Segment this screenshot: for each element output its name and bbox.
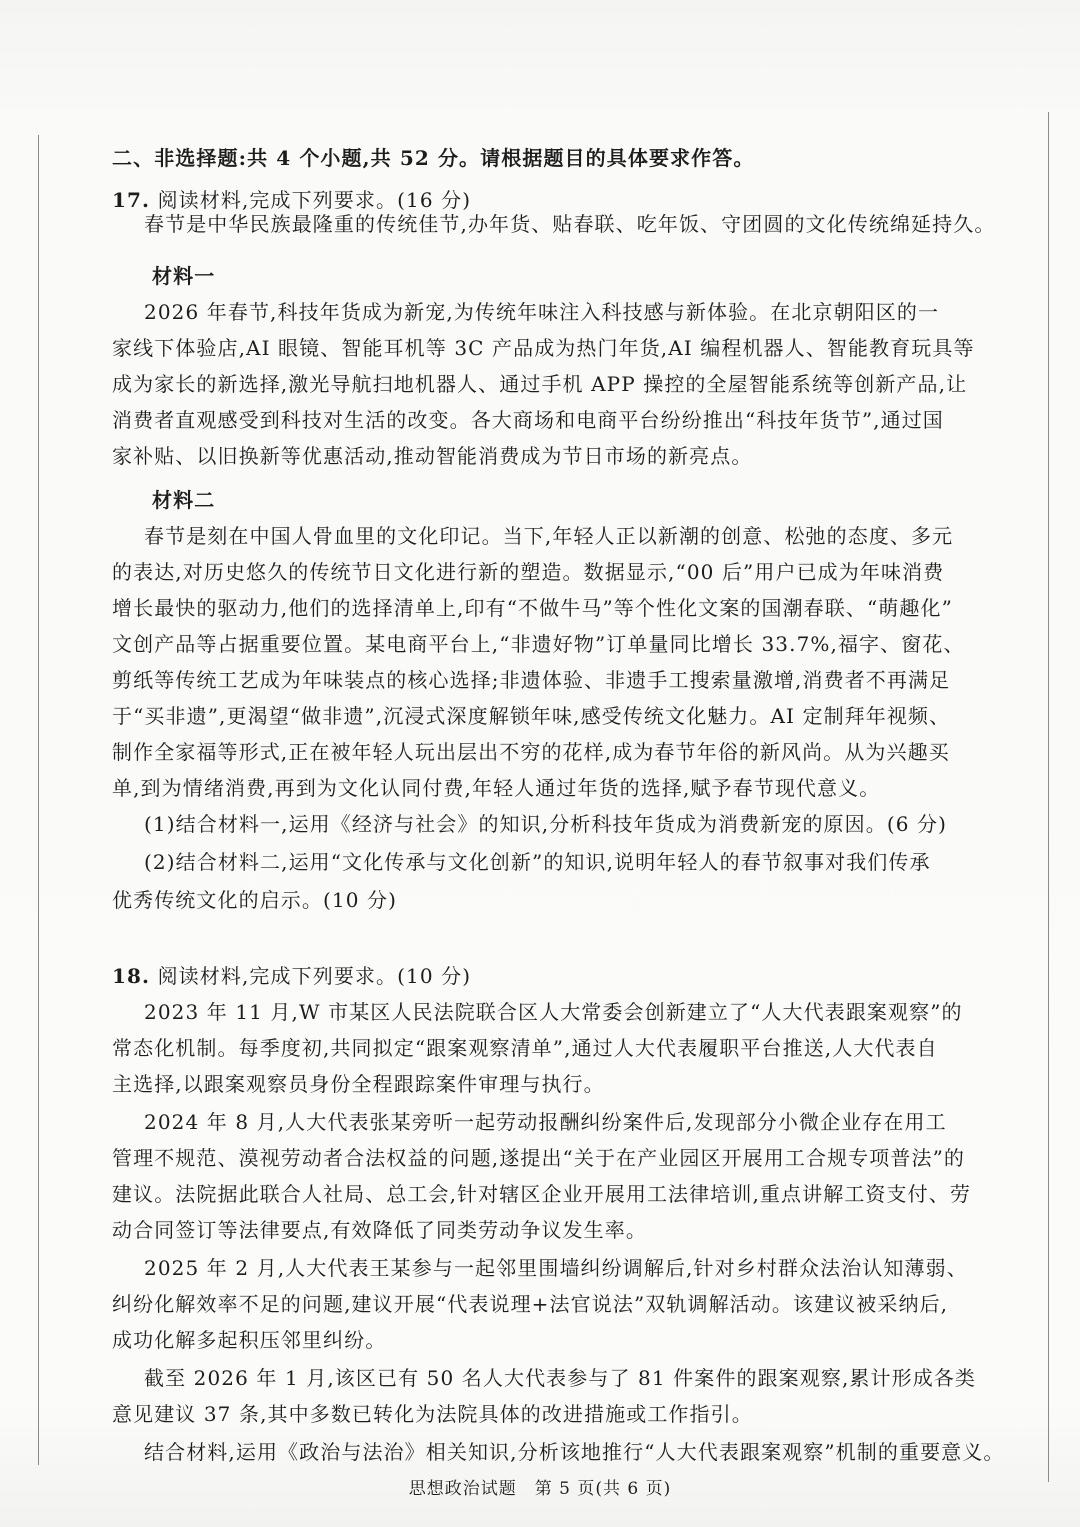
q18-title-text: 阅读材料,完成下列要求。(10 分) [157,964,472,988]
q18-paragraph-line: 常态化机制。每季度初,共同拟定“跟案观察清单”,通过人大代表履职平台推送,人大代表自 [112,1036,938,1060]
q18-paragraph-line: 建议。法院据此联合人社局、总工会,针对辖区企业开展用工法律培训,重点讲解工资支付、劳 [112,1182,971,1206]
q18-number: 18. [112,964,151,988]
q17-material2-line: 单,到为情绪消费,再到为文化认同付费,年轻人通过年货的选择,赋予春节现代意义。 [112,776,881,800]
q17-material1-heading: 材料一 [152,264,216,288]
q17-requirement-2-cont: 优秀传统文化的启示。(10 分) [112,888,398,912]
q17-material1-line: 2026 年春节,科技年货成为新宠,为传统年味注入科技感与新体验。在北京朝阳区的一 [144,300,940,324]
q17-material2-heading: 材料二 [152,488,216,512]
q18-paragraph-line: 2023 年 11 月,W 市某区人民法院联合区人大常委会创新建立了“人大代表跟案观察”的 [144,1000,963,1024]
page-footer: 思想政治试题 第 5 页(共 6 页) [408,1479,672,1499]
left-margin-rule [38,135,39,1465]
q17-title-text: 阅读材料,完成下列要求。(16 分) [157,188,472,212]
q18-paragraph-line: 主选择,以跟案观察员身份全程跟踪案件审理与执行。 [112,1072,605,1096]
q18-requirement: 结合材料,运用《政治与法治》相关知识,分析该地推行“人大代表跟案观察”机制的重要意义。 [144,1440,1005,1464]
q18-paragraph-line: 2024 年 8 月,人大代表张某旁听一起劳动报酬纠纷案件后,发现部分小微企业存在用工 [144,1110,947,1134]
q17-material2-line: 增长最快的驱动力,他们的选择清单上,印有“不做牛马”等个性化文案的国潮春联、“萌趣化” [112,596,953,620]
q18-paragraph-line: 成功化解多起积压邻里纠纷。 [112,1328,387,1352]
right-margin-rule [1048,112,1049,1482]
q18-paragraph-line: 动合同签订等法律要点,有效降低了同类劳动争议发生率。 [112,1218,647,1242]
q17-intro-text: 春节是中华民族最隆重的传统佳节,办年货、贴春联、吃年饭、守团圆的文化传统绵延持久。 [144,212,996,236]
q17-material2-line: 文创产品等占据重要位置。某电商平台上,“非遗好物”订单量同比增长 33.7%,福字、窗花、 [112,632,965,656]
q17-requirement-2: (2)结合材料二,运用“文化传承与文化创新”的知识,说明年轻人的春节叙事对我们传承 [144,850,931,874]
q17-requirement-1: (1)结合材料一,运用《经济与社会》的知识,分析科技年货成为消费新宠的原因。(6 分) [144,812,948,836]
q17-material2-line: 春节是刻在中国人骨血里的文化印记。当下,年轻人正以新潮的创意、松弛的态度、多元 [144,524,954,548]
q17-material1-line: 消费者直观感受到科技对生活的改变。各大商场和电商平台纷纷推出“科技年货节”,通过国 [112,408,944,432]
q17-material2-line: 剪纸等传统工艺成为年味装点的核心选择;非遗体验、非遗手工搜索量激增,消费者不再满足 [112,668,951,692]
q18-paragraph-line: 2025 年 2 月,人大代表王某参与一起邻里围墙纠纷调解后,针对乡村群众法治认知薄弱、 [144,1256,968,1280]
q18-paragraph-line: 管理不规范、漠视劳动者合法权益的问题,遂提出“关于在产业园区开展用工合规专项普法”的 [112,1146,966,1170]
q18-paragraph-line: 截至 2026 年 1 月,该区已有 50 名人大代表参与了 81 件案件的跟案观察,累计形成各类 [144,1366,976,1390]
section-heading: 二、非选择题:共 4 个小题,共 52 分。请根据题目的具体要求作答。 [112,146,755,170]
q17-material1-line: 家线下体验店,AI 眼镜、智能耳机等 3C 产品成为热门年货,AI 编程机器人、智能教育玩具等 [112,336,975,360]
q17-number: 17. [112,188,151,212]
q17-material1-line: 家补贴、以旧换新等优惠活动,推动智能消费成为节日市场的新亮点。 [112,444,753,468]
q18-title [112,960,471,989]
q17-material2-line: 的表达,对历史悠久的传统节日文化进行新的塑造。数据显示,“00 后”用户已成为年味消费 [112,560,945,584]
q17-material1-line: 成为家长的新选择,激光导航扫地机器人、通过手机 APP 操控的全屋智能系统等创新产品,让 [112,372,968,396]
q17-material2-line: 于“买非遗”,更渴望“做非遗”,沉浸式深度解锁年味,感受传统文化魅力。AI 定制拜年视频、 [112,704,951,728]
q18-paragraph-line: 意见建议 37 条,其中多数已转化为法院具体的改进措施或工作指引。 [112,1402,753,1426]
q18-paragraph-line: 纠纷化解效率不足的问题,建议开展“代表说理+法官说法”双轨调解活动。该建议被采纳后, [112,1292,949,1316]
q17-material2-line: 制作全家福等形式,正在被年轻人玩出层出不穷的花样,成为春节年俗的新风尚。从为兴趣买 [112,740,950,764]
